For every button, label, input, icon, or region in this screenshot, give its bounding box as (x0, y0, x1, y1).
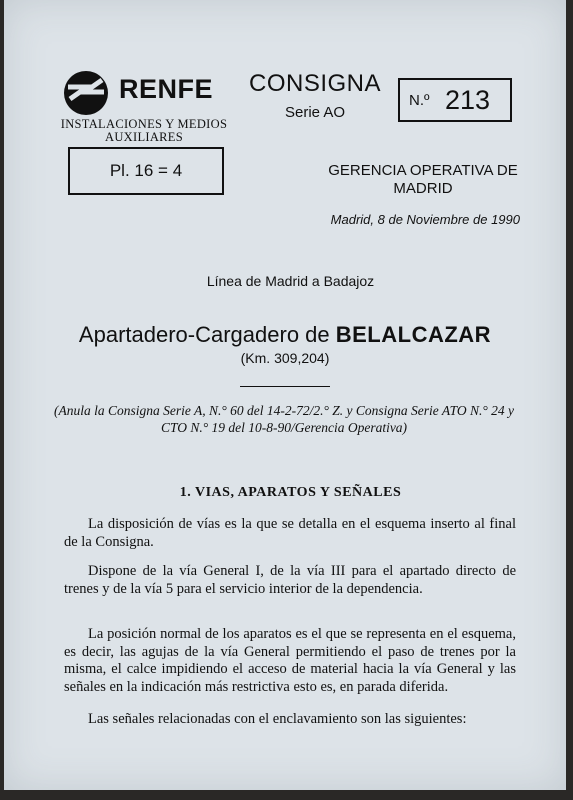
paragraph: Dispone de la vía General I, de la vía III para el apartado directo de trenes y de la vía 5 para el servicio interior de la dependencia. (64, 563, 516, 597)
document-page (4, 0, 566, 790)
gerencia: GERENCIA OPERATIVA DE MADRID (328, 162, 518, 197)
paragraph: La posición normal de los aparatos es el que se representa en el esquema, es decir, las agujas de la vía General permitiendo el paso de trenes por la misma, el calce impidiendo el acceso de material hacia la vía General y las señales en la indicación más restrictiva esto es, en parada diferida. (64, 626, 516, 695)
doc-type: CONSIGNA (248, 70, 381, 97)
paragraph: Las señales relacionadas con el enclavamiento son las siguientes: (88, 711, 467, 727)
plan-label: Pl. 16 = 4 (109, 161, 183, 180)
renfe-logo-icon (62, 70, 110, 116)
title-prefix: Apartadero-Cargadero de (78, 322, 336, 347)
plan-box (68, 147, 224, 195)
document-title (4, 322, 566, 348)
divider (240, 386, 330, 387)
issue-date: Madrid, 8 de Noviembre de 1990 (330, 212, 520, 227)
number-label: N.º (409, 92, 430, 109)
section-heading: 1. VIAS, APARATOS Y SEÑALES (179, 485, 402, 500)
consigna-number: 213 (445, 85, 491, 115)
serie-label: Serie AO (284, 104, 346, 121)
railway-line: Línea de Madrid a Badajoz (206, 273, 375, 289)
km-point: (Km. 309,204) (240, 350, 330, 366)
title-station: BELALCAZAR (335, 322, 492, 347)
paragraph: La disposición de vías es la que se detalla en el esquema inserto al final de la Consigna. (64, 516, 516, 550)
number-box (398, 78, 512, 122)
department-name: INSTALACIONES Y MEDIOS AUXILIARES (60, 117, 228, 144)
annulment-note: (Anula la Consigna Serie A, N.° 60 del 14-2-72/2.° Z. y Consigna Serie ATO N.° 24 y CTO N.° 19 del 10-8-90/Gerencia Operativa) (53, 403, 515, 435)
renfe-wordmark: RENFE (119, 74, 214, 104)
